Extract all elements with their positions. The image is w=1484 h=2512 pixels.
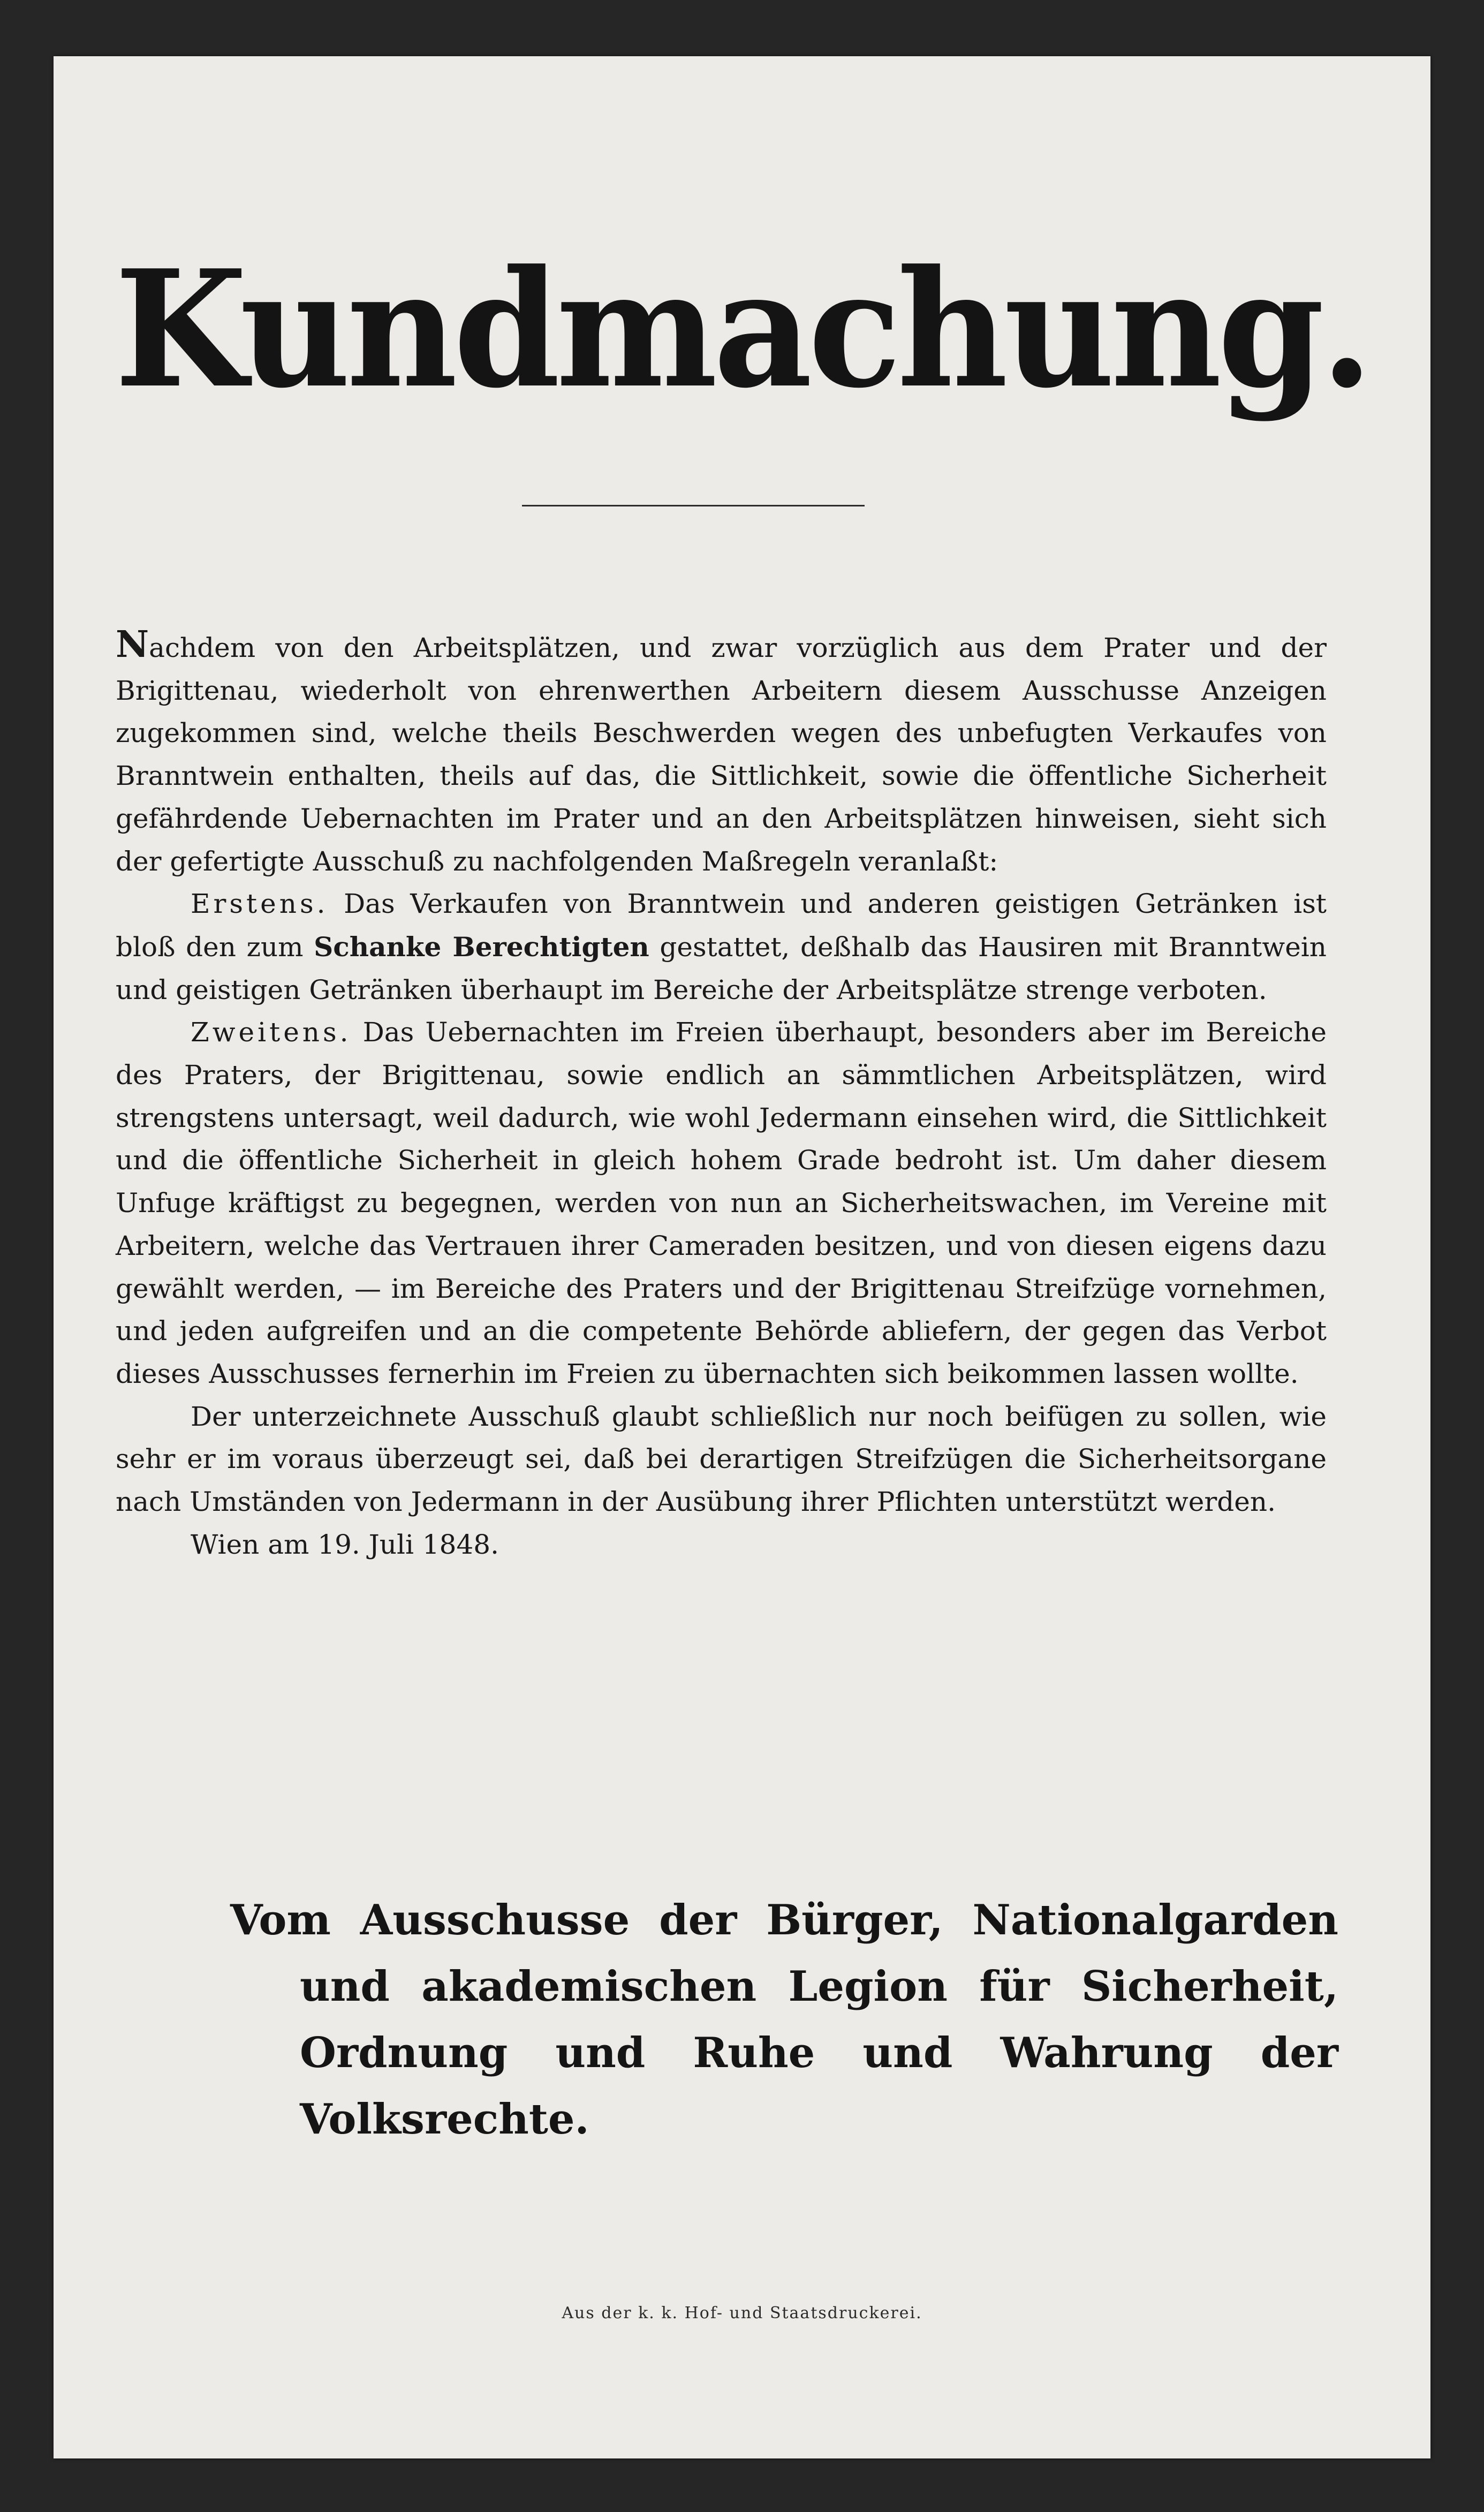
dateline: Wien am 19. Juli 1848. xyxy=(191,1529,499,1560)
page-title: Kundmachung. xyxy=(115,234,1369,423)
second-measure-paragraph xyxy=(116,1011,1327,1395)
first-measure-text-a: Das Verkaufen von Branntwein und anderen geistigen Getränken ist bloß den zum xyxy=(116,888,1327,963)
second-measure-lead: Zweitens. xyxy=(191,1017,352,1048)
closing-paragraph: Der unterzeichnete Ausschuß glaubt schließlich nur noch beifügen zu sollen, wie sehr er im voraus überzeugt sei, daß bei derartigen Streifzügen die Sicherheitsorgane nach Umständen von Jedermann in der Ausübung ihrer Pflichten unterstützt werden. xyxy=(116,1401,1327,1518)
first-measure-lead: Erstens. xyxy=(191,888,329,920)
second-measure-text: Das Uebernachten im Freien überhaupt, besonders aber im Bereiche des Praters, der Brigittenau, sowie endlich an sämmtlichen Arbeitsplätzen, wird strengstens untersagt, weil dadurch, wie wohl Jedermann einsehen wird, die Sittlichkeit und die öffentliche Sicherheit in gleich hohem Grade bedroht ist. Um daher diesem Unfuge kräftigst zu begegnen, werden von nun an Sicherheitswachen, im Vereine mit Arbeitern, welche das Vertrauen ihrer Cameraden besitzen, und von diesen eigens dazu gewählt werden, — im Bereiche des Praters und der Brigittenau Streifzüge vornehmen, und jeden aufgreifen und an die competente Behörde abliefern, der gegen das Verbot dieses Ausschusses fernerhin im Freien zu übernachten sich beikommen lassen wollte. xyxy=(116,1017,1327,1389)
proclamation-body xyxy=(116,624,1327,1566)
intro-paragraph xyxy=(116,624,1327,883)
title-divider xyxy=(522,505,865,506)
drop-initial: N xyxy=(116,623,149,666)
intro-text: achdem von den Arbeitsplätzen, und zwar vorzüglich aus dem Prater und der Brigittenau, wiederholt von ehrenwerthen Arbeitern diesem Ausschusse Anzeigen zugekommen sind, welche theils Beschwerden wegen des unbefugten Verkaufes von Branntwein enthalten, theils auf das, die Sittlichkeit, sowie die öffentliche Sicherheit gefährdende Uebernachten im Prater und an den Arbeitsplätzen hinweisen, sieht sich der gefertigte Ausschuß zu nachfolgenden Maßregeln veranlaßt: xyxy=(116,632,1327,877)
issuing-committee-signature: Vom Ausschusse der Bürger, Nationalgarden und akademischen Legion für Sicherheit, Ordnung und Ruhe und Wahrung der Volksrechte. xyxy=(230,1896,1338,2144)
first-measure-text-b: gestattet, deßhalb das Hausiren mit Branntwein und geistigen Getränken überhaupt im Bereiche der Arbeitsplätze strenge verboten. xyxy=(116,931,1327,1005)
first-measure-paragraph xyxy=(116,883,1327,1011)
printer-imprint: Aus der k. k. Hof- und Staatsdruckerei. xyxy=(562,2304,922,2322)
poster-sheet xyxy=(54,56,1430,2458)
first-measure-emphasis: Schanke Berechtigten xyxy=(314,930,649,963)
